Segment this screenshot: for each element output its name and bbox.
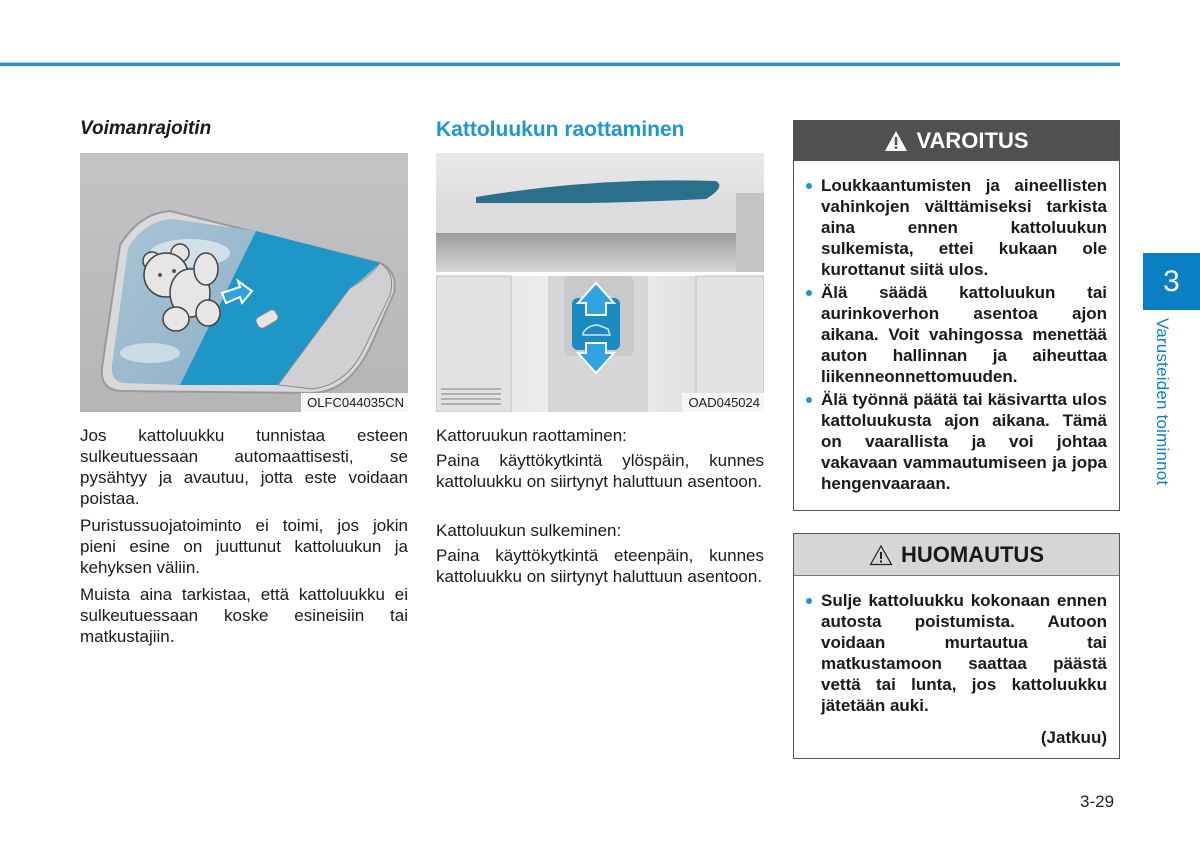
section-heading-voimanrajoitin: Voimanrajoitin: [80, 118, 212, 139]
notice-box: [793, 533, 1120, 759]
warning-header: [794, 121, 1119, 161]
paragraph: Paina käyttökytkintä eteenpäin, kunnes kattoluukku on siirtynyt haluttuun asentoon.: [436, 546, 764, 586]
warning-triangle-filled-icon: [884, 130, 908, 152]
warning-body: [794, 161, 1119, 510]
section-heading-raottaminen: Kattoluukun raottaminen: [436, 118, 685, 141]
paragraph: Paina käyttökytkintä ylöspäin, kunnes kattoluukku on siirtynyt haluttuun asentoon.: [436, 451, 764, 491]
bullet-dot-icon: [806, 175, 821, 280]
chapter-tab[interactable]: 3: [1143, 253, 1200, 310]
figure-sunroof-obstruction: [80, 153, 408, 412]
figure-code: OAD045024: [682, 393, 764, 412]
paragraph: Jos kattoluukku tunnistaa esteen sulkeutuessaan automaattisesti, se pysähtyy ja avautuu, jotta este voidaan poistaa.: [80, 426, 408, 508]
left-body: [80, 425, 408, 647]
warning-title: VAROITUS: [916, 128, 1029, 153]
subheading: Kattoruukun raottaminen:: [436, 426, 627, 445]
continued-label: (Jatkuu): [1040, 728, 1107, 747]
bullet-dot-icon: [806, 590, 821, 716]
sunroof-obstruction-illustration: [80, 153, 408, 412]
paragraph: Puristussuojatoiminto ei toimi, jos jokin pieni esine on juuttunut kattoluukun ja kehyksen väliin.: [80, 516, 408, 577]
figure-code: OLFC044035CN: [301, 393, 408, 412]
warning-bullet: Loukkaantumisten ja aineellisten vahinkojen välttämiseksi tarkista aina ennen kattoluukun sulkemista, ettei kukaan ole kurottanut siitä ulos.: [806, 175, 1107, 280]
paragraph: Muista aina tarkistaa, että kattoluukku ei sulkeutuessaan koske esineisiin tai matkustajiin.: [80, 585, 408, 646]
notice-header: [794, 534, 1119, 576]
warning-bullet: Älä työnnä päätä tai käsivartta ulos kattoluukusta ajon aikana. Tämä on vaarallista ja voi johtaa vakavaan vammautumiseen ja jopa hengenvaaraan.: [806, 389, 1107, 494]
middle-column: [436, 118, 764, 593]
subheading: Kattoluukun sulkeminen:: [436, 521, 622, 540]
middle-body: [436, 425, 764, 587]
right-column: [793, 120, 1120, 759]
bullet-dot-icon: [806, 389, 821, 494]
notice-body: [794, 576, 1119, 758]
warning-box: [793, 120, 1120, 511]
sunroof-switch-illustration: [436, 153, 764, 412]
warning-triangle-outline-icon: [869, 544, 893, 566]
header-rule: [0, 62, 1120, 66]
figure-sunroof-switch: [436, 153, 764, 412]
chapter-label: Varusteiden toiminnot: [1153, 318, 1172, 486]
notice-bullet: Sulje kattoluukku kokonaan ennen autosta poistumista. Autoon voidaan murtautua tai matkustamoon saattaa päästä vettä tai lunta, jos kattoluukku jätetään auki.: [806, 590, 1107, 716]
warning-bullet: Älä säädä kattoluukun tai aurinkoverhon asentoa ajon aikana. Voit vahingossa menettää auton hallinnan ja aiheuttaa liikenneonnettomuuden.: [806, 282, 1107, 387]
left-column: [80, 118, 408, 653]
page-number: 3-29: [1080, 792, 1115, 811]
notice-title: HUOMAUTUS: [901, 541, 1044, 567]
bullet-dot-icon: [806, 282, 821, 387]
